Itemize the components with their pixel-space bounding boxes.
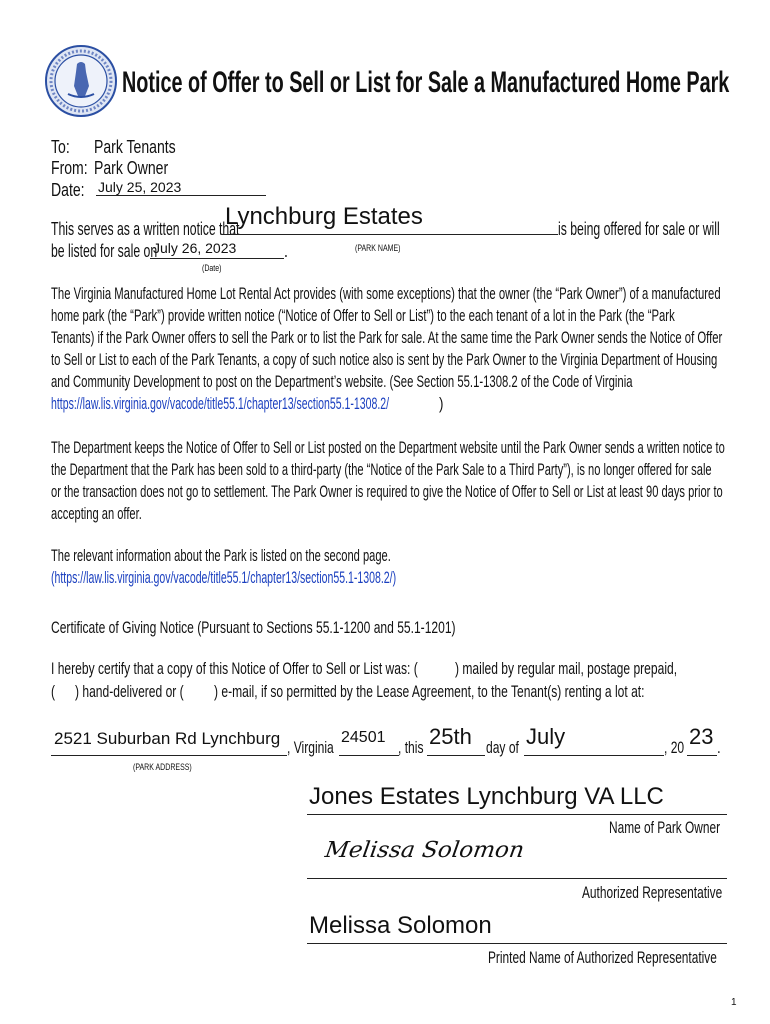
- certify-line1-b: ) mailed by regular mail, postage prepaid,: [455, 659, 678, 678]
- date-label: Date:: [51, 180, 85, 200]
- address-caption: (PARK ADDRESS): [133, 762, 192, 772]
- sale-date-field[interactable]: July 26, 2023: [153, 240, 237, 256]
- date-field[interactable]: July 25, 2023: [98, 179, 182, 195]
- para2-line-2: the Department that the Park has been sold to a third-party (the “Notice of the Park Sale to a Third Party”), is no longer offered for sale: [51, 460, 712, 479]
- zip-field[interactable]: 24501: [341, 729, 386, 746]
- certificate-heading: Certificate of Giving Notice (Pursuant to Sections 55.1-1200 and 55.1-1201): [51, 618, 456, 637]
- certify-line1-a: I hereby certify that a copy of this Notice of Offer to Sell or List was: (: [51, 659, 418, 678]
- page-number: 1: [731, 997, 737, 1008]
- address-end: .: [717, 738, 721, 757]
- para1-line-4: to Sell or List to each of the Park Tenants, a copy of such notice also is sent by the Park Owner to the Virginia Department of Housing: [51, 350, 718, 369]
- section-link[interactable]: (https://law.lis.virginia.gov/vacode/title55.1/chapter13/section55.1-1308.2/): [51, 568, 397, 587]
- month-underline: [524, 755, 664, 756]
- day-underline: [427, 755, 485, 756]
- year-underline: [687, 755, 717, 756]
- printed-name-underline: [307, 943, 727, 944]
- park-name-underline: [222, 234, 558, 235]
- to-value: Park Tenants: [94, 137, 176, 157]
- owner-name-field[interactable]: Jones Estates Lynchburg VA LLC: [309, 783, 664, 810]
- park-address-underline: [51, 755, 287, 756]
- certify-line2-a: (: [51, 682, 56, 701]
- virginia-label: , Virginia: [287, 738, 334, 757]
- to-label: To:: [51, 137, 70, 157]
- date-caption: (Date): [202, 263, 222, 273]
- year-prefix: , 20: [664, 738, 685, 757]
- para3-text: The relevant information about the Park is listed on the second page.: [51, 546, 391, 565]
- park-name-caption: (PARK NAME): [355, 243, 401, 253]
- certify-line2-b: ) hand-delivered or (: [75, 682, 184, 701]
- date-underline: [96, 195, 266, 196]
- notice-line2-pre: be listed for sale on: [51, 241, 158, 261]
- para1-line-5: and Community Development to post on the Department’s website. (See Section 55.1-1308.2 of the Code of Virginia: [51, 372, 633, 391]
- notice-line2-post: .: [284, 241, 288, 261]
- this-label: , this: [398, 738, 424, 757]
- day-field[interactable]: 25th: [429, 724, 472, 749]
- month-field[interactable]: July: [526, 724, 566, 749]
- owner-caption: Name of Park Owner: [609, 818, 721, 837]
- para1-line-1: The Virginia Manufactured Home Lot Rental Act provides (with some exceptions) that the owner (the “Park Owner”) of a manufactured: [51, 284, 721, 303]
- year-field[interactable]: 23: [689, 724, 714, 749]
- park-address-field[interactable]: 2521 Suburban Rd Lynchburg: [54, 729, 281, 748]
- email-checkbox[interactable]: [196, 683, 212, 701]
- sale-date-underline: [150, 258, 284, 259]
- para1-link-close: ): [439, 394, 444, 413]
- printed-caption: Printed Name of Authorized Representative: [488, 948, 717, 967]
- rep-caption: Authorized Representative: [582, 883, 723, 902]
- dayof-label: day of: [486, 738, 519, 757]
- para1-line-3: Tenants) if the Park Owner offers to sell the Park or to list the Park for sale. At the same time the Park Owner sends the Notice of Offer: [51, 328, 723, 347]
- virginia-seal-logo: [44, 44, 118, 118]
- para2-line-4: accepting an offer.: [51, 504, 142, 523]
- para2-line-1: The Department keeps the Notice of Offer to Sell or List posted on the Department website until the Park Owner sends a written notice to: [51, 438, 725, 457]
- notice-line1-post: is being offered for sale or will: [558, 219, 720, 239]
- hand-delivered-checkbox[interactable]: [57, 683, 73, 701]
- from-value: Park Owner: [94, 158, 169, 178]
- signature-image[interactable]: Melissa Solomon: [323, 838, 526, 863]
- park-name-field[interactable]: Lynchburg Estates: [225, 203, 423, 230]
- page-title: Notice of Offer to Sell or List for Sale a Manufactured Home Park: [122, 66, 730, 99]
- notice-line1-pre: This serves as a written notice that: [51, 219, 240, 239]
- from-label: From:: [51, 158, 88, 178]
- printed-name-field[interactable]: Melissa Solomon: [309, 912, 492, 939]
- certify-line2-c: ) e-mail, if so permitted by the Lease Agreement, to the Tenant(s) renting a lot at:: [214, 682, 645, 701]
- signature-underline: [307, 878, 727, 879]
- para1-line-2: home park (the “Park”) provide written notice (“Notice of Offer to Sell or List”) to the each tenant of a lot in the Park (the “Park: [51, 306, 675, 325]
- para2-line-3: or the transaction does not go to settlement. The Park Owner is required to give the Notice of Offer to Sell or List at least 90 days prior to: [51, 482, 723, 501]
- code-of-virginia-link[interactable]: https://law.lis.virginia.gov/vacode/title55.1/chapter13/section55.1-1308.2/: [51, 394, 390, 413]
- mail-checkbox[interactable]: [436, 660, 452, 678]
- zip-underline: [339, 755, 399, 756]
- owner-name-underline: [307, 814, 727, 815]
